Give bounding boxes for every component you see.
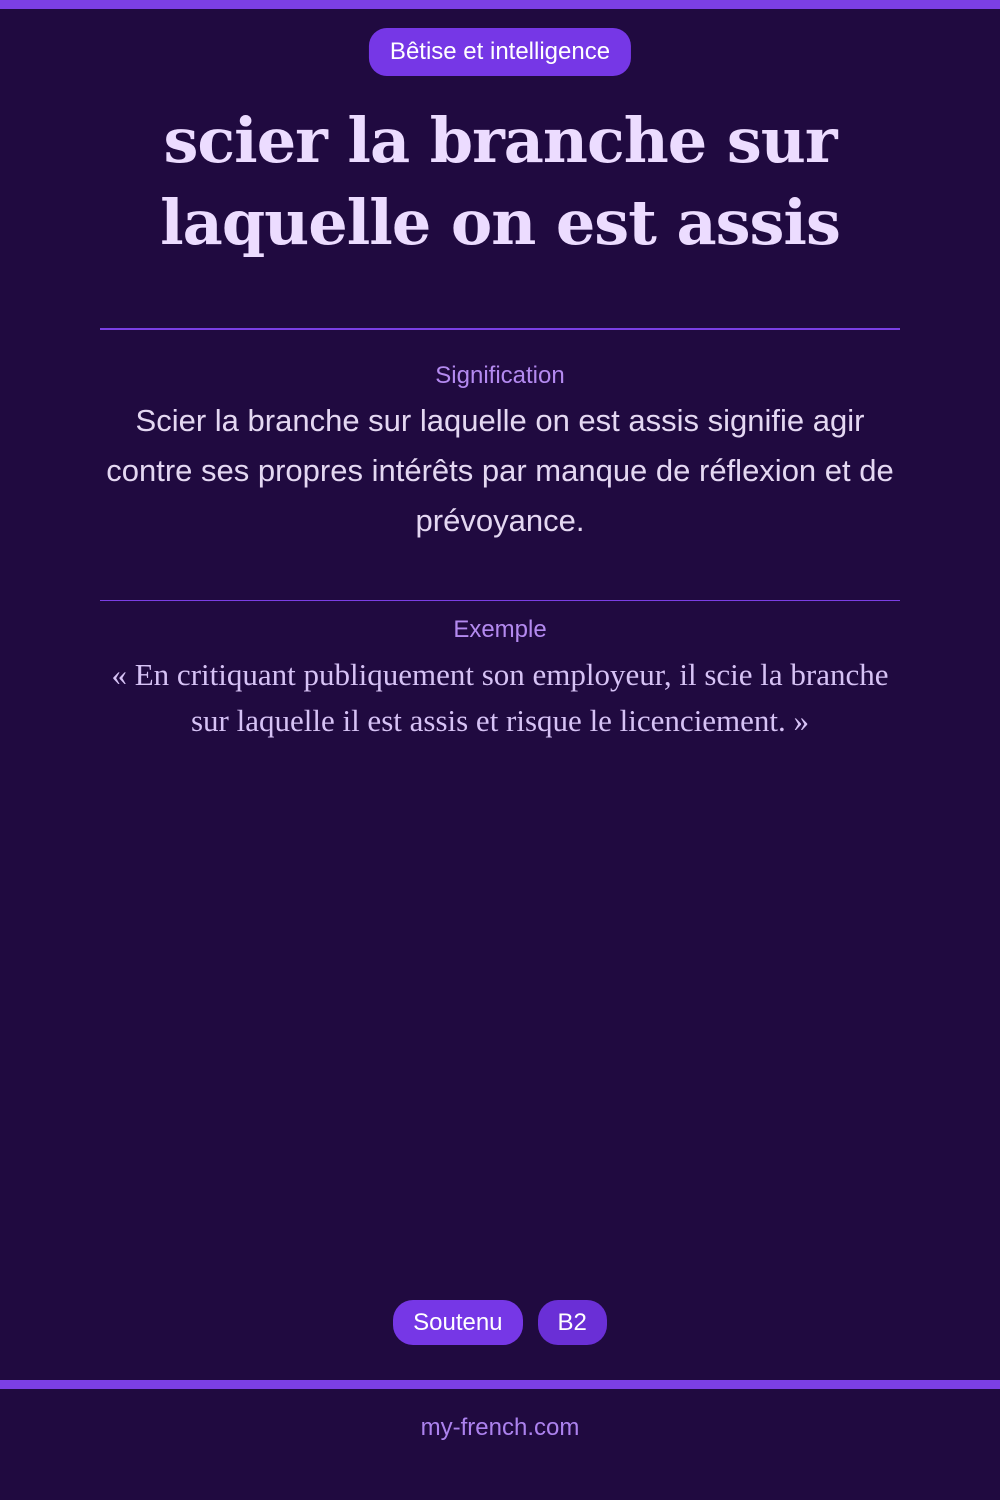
register-tag: Soutenu [393, 1300, 522, 1345]
divider-top [100, 328, 900, 330]
expression-title: scier la branche sur laquelle on est assis [160, 104, 840, 259]
site-footer: my-french.com [420, 1414, 580, 1441]
top-accent-bar [0, 0, 1000, 9]
divider-middle [100, 600, 900, 601]
category-badge: Bêtise et intelligence [369, 28, 631, 76]
meaning-text: Scier la branche sur laquelle on est assis signifie agir contre ses propres intérêts par manque de réflexion et de prévoyance. [106, 403, 894, 538]
tag-list [0, 1300, 1000, 1345]
example-text: « En critiquant publiquement son employeur, il scie la branche sur laquelle il est assis et risque le licenciement. » [111, 657, 889, 738]
example-label: Exemple [453, 616, 547, 643]
level-tag: B2 [538, 1300, 607, 1345]
bottom-accent-bar [0, 1380, 1000, 1389]
meaning-label: Signification [435, 362, 565, 389]
